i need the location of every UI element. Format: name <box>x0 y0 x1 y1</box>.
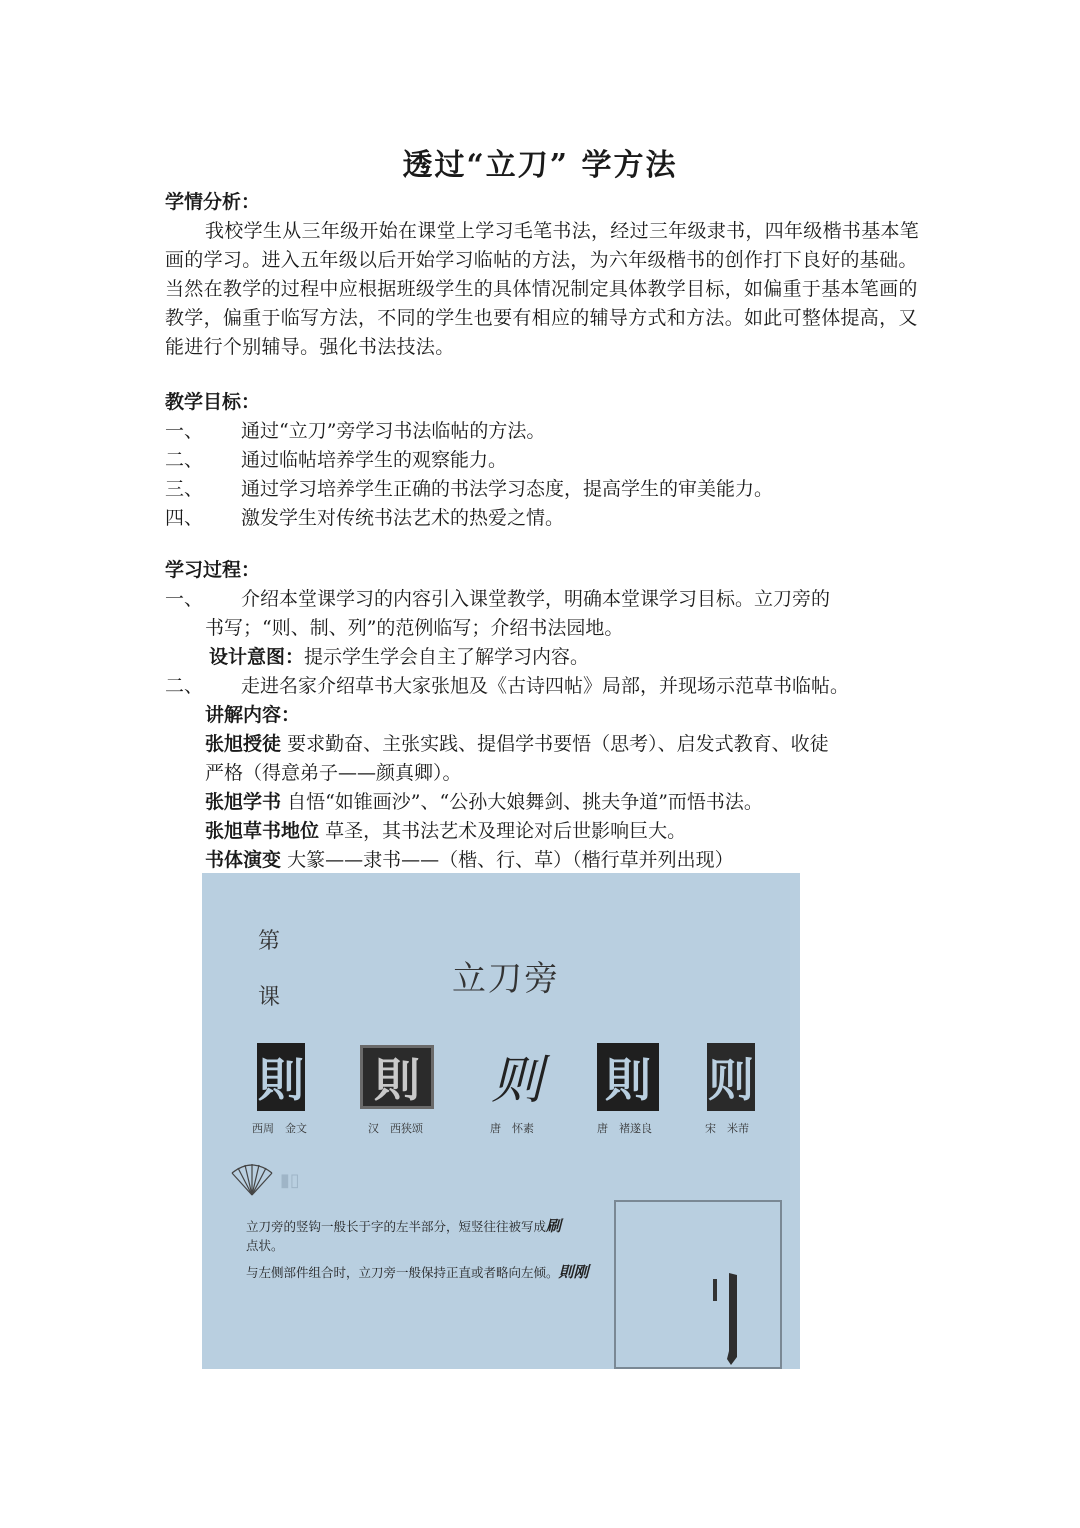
goal-number: 四、 <box>165 507 204 529</box>
note-1-text: 立刀旁的竖钩一般长于字的左半部分，短竖往往被写成 <box>246 1219 547 1234</box>
goal-number: 二、 <box>165 449 204 471</box>
design-intent <box>165 643 935 672</box>
analysis-text: 我校学生从三年级开始在课堂上学习毛笔书法，经过三年级隶书，四年级楷书基本笔画的学习。进入五年级以后开始学习临帖的方法，为六年级楷书的创作打下良好的基础。当然在教学的过程中应根据班级学生的具体情况制定具体教学目标，如偏重于基本笔画的教学，偏重于临写方法，不同的学生也要有相应的辅导方式和方法。如此可整体提高，又能进行个别辅导。强化书法技法。 <box>165 220 920 358</box>
explain-heading: 讲解内容： <box>205 704 301 726</box>
goal-text: 通过“立刀”旁学习书法临帖的方法。 <box>241 420 546 442</box>
glyph-caption: 宋 米芾 <box>705 1122 749 1135</box>
glyph-caption: 唐 怀素 <box>490 1122 534 1135</box>
glyph-mi: 则 <box>707 1043 755 1111</box>
process-heading: 学习过程： <box>165 559 261 581</box>
note-1-glyph: 刷 <box>546 1217 562 1235</box>
teach-text-cont: 严格（得意弟子——颜真卿）。 <box>205 762 462 784</box>
step-text: 走进名家介绍草书大家张旭及《古诗四帖》局部，并现场示范草书临帖。 <box>241 675 850 697</box>
process-section <box>165 556 935 875</box>
learn-text: 自悟“如锥画沙”、“公孙大娘舞剑、挑夫争道”而悟书法。 <box>287 791 763 813</box>
note-2-glyph: 則刚 <box>558 1263 589 1281</box>
lesson-top: 第 <box>258 929 281 954</box>
teach-line <box>165 730 935 759</box>
step-number: 二、 <box>165 675 204 697</box>
glyph-caption: 汉 西狭颂 <box>368 1122 423 1135</box>
analysis-heading: 学情分析： <box>165 191 261 213</box>
step-number: 一、 <box>165 588 204 610</box>
lesson-bottom: 课 <box>258 985 281 1010</box>
practice-frame <box>614 1200 782 1369</box>
evolve-line <box>165 846 935 875</box>
goal-item <box>165 504 925 533</box>
lesson-marker <box>258 928 280 1012</box>
note-2-text: 与左侧部件组合时，立刀旁一般保持正直或者略向左倾。 <box>246 1265 559 1280</box>
learn-line <box>165 788 935 817</box>
note-1 <box>246 1217 561 1255</box>
design-text: 提示学生学会自主了解学习内容。 <box>304 646 590 668</box>
teach-label: 张旭授徒 <box>205 733 282 755</box>
status-text: 草圣，其书法艺术及理论对后世影响巨大。 <box>325 820 687 842</box>
goals-heading: 教学目标： <box>165 391 261 413</box>
step-text: 介绍本堂课学习的内容引入课堂教学，明确本堂课学习目标。立刀旁的 <box>241 588 831 610</box>
fan-icon <box>230 1163 274 1197</box>
analysis-section <box>165 188 925 362</box>
evolve-text: 大篆——隶书——（楷、行、草）（楷行草并列出现） <box>287 849 734 871</box>
note-1-cont: 点状。 <box>246 1238 284 1253</box>
goal-text: 通过临帖培养学生的观察能力。 <box>241 449 508 471</box>
goal-item <box>165 446 925 475</box>
glyph-caption: 西周 金文 <box>252 1122 307 1135</box>
design-label: 设计意图： <box>209 646 305 668</box>
step-text-cont: 书写；“则、制、列”的范例临写；介绍书法园地。 <box>205 617 624 639</box>
goal-item <box>165 417 925 446</box>
goal-text: 激发学生对传统书法艺术的热爱之情。 <box>241 507 565 529</box>
goal-number: 一、 <box>165 420 204 442</box>
goal-item <box>165 475 925 504</box>
goal-number: 三、 <box>165 478 204 500</box>
glyph-huaisu: 则 <box>490 1050 543 1111</box>
status-label: 张旭草书地位 <box>205 820 320 842</box>
goals-section <box>165 388 925 533</box>
glyph-chu: 則 <box>597 1043 659 1111</box>
faded-heading-icon: ▮▯ <box>280 1170 300 1191</box>
process-step-1 <box>165 585 935 614</box>
textbook-photo <box>202 873 800 1369</box>
status-line <box>165 817 935 846</box>
teach-text: 要求勤奋、主张实践、提倡学书要悟（思考）、启发式教育、收徒 <box>287 733 829 755</box>
glyph-xixia: 則 <box>360 1045 434 1109</box>
learn-label: 张旭学书 <box>205 791 282 813</box>
glyph-caption: 唐 褚遂良 <box>597 1122 652 1135</box>
glyph-bronze: 則 <box>257 1043 305 1111</box>
goal-text: 通过学习培养学生正确的书法学习态度，提高学生的审美能力。 <box>241 478 774 500</box>
brush-stroke-icon <box>707 1271 747 1367</box>
evolve-label: 书体演变 <box>205 849 282 871</box>
note-2 <box>246 1263 589 1282</box>
process-step-2 <box>165 672 935 701</box>
photo-title: 立刀旁 <box>452 959 560 999</box>
page-title: 透过“立刀” 学方法 <box>402 148 678 183</box>
